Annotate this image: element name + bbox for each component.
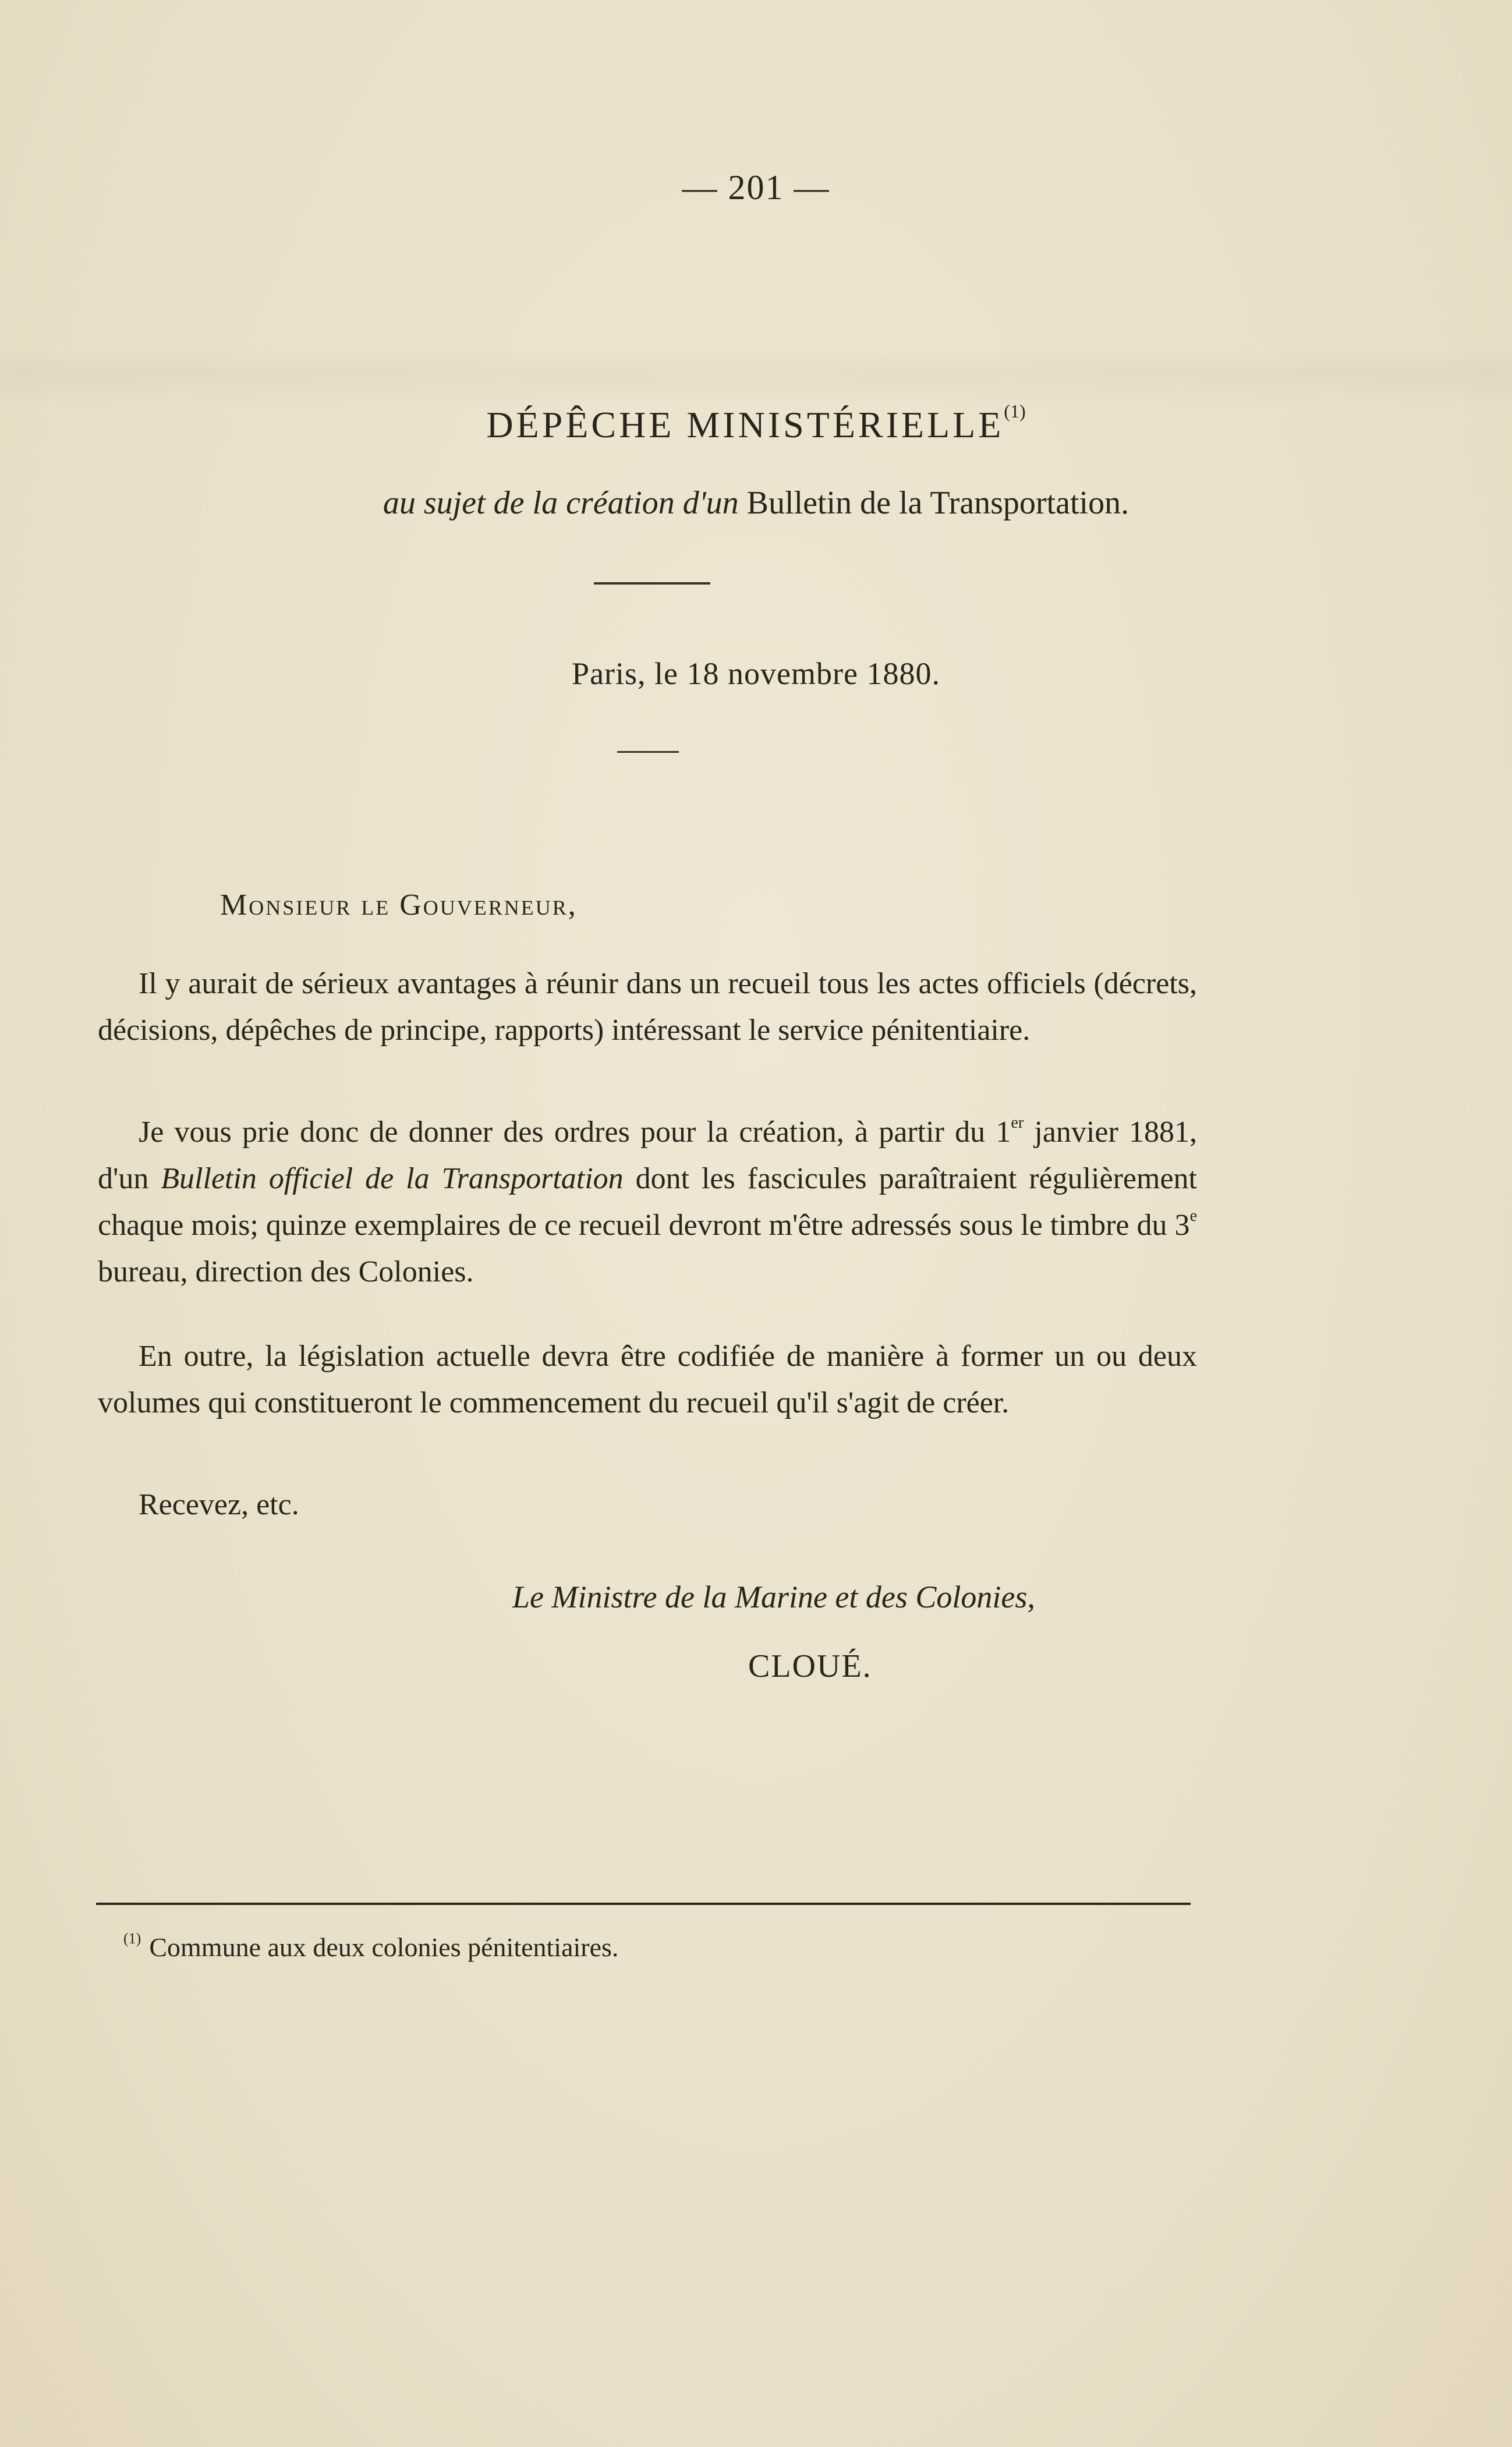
- footnote: [123, 1930, 618, 1963]
- subtitle-roman: Bulletin de la Transportation.: [746, 485, 1129, 521]
- paragraph-3: [98, 1333, 1197, 1426]
- title-footnote-mark: (1): [1004, 401, 1026, 422]
- signatory-name: CLOUÉ.: [748, 1648, 872, 1684]
- paragraph-3-text: En outre, la législation actuelle devra être codifiée de manière à former un ou deux volumes qui constitueront le commencement du recueil qu'il s'agit de créer.: [98, 1340, 1197, 1419]
- p2-part-c: dont les fascicules paraîtraient régulièrement chaque mois; quinze exemplaires de ce recueil devront m'être adressés sous le timbre du 3: [98, 1162, 1197, 1242]
- paragraph-1: [98, 961, 1197, 1054]
- closing-formula: Recevez, etc.: [139, 1488, 299, 1521]
- document-title: [0, 401, 1512, 447]
- p2-superscript: er: [1011, 1114, 1024, 1132]
- footnote-text: Commune aux deux colonies pénitentiaires.: [149, 1932, 619, 1962]
- salutation-text: Monsieur le Gouverneur,: [220, 888, 578, 922]
- p2-part-a: Je vous prie donc de donner des ordres pour la création, à partir du 1: [139, 1116, 1011, 1149]
- p2-bulletin-title: Bulletin officiel de la Transportation: [161, 1162, 624, 1195]
- paragraph-1-text: Il y aurait de sérieux avantages à réunir dans un recueil tous les actes officiels (décrets, décisions, dépêches de principe, rapports) intéressant le service pénitentiaire.: [98, 967, 1197, 1047]
- dateline: Paris, le 18 novembre 1880.: [572, 656, 940, 691]
- footnote-rule: [96, 1903, 1191, 1905]
- paragraph-4: [98, 1482, 1197, 1528]
- p2-part-d: bureau, direction des Colonies.: [98, 1255, 474, 1288]
- paragraph-2-text: [98, 1109, 1197, 1295]
- p2-part-b: janvier 1881, d'un: [98, 1116, 1197, 1195]
- salutation: [220, 888, 578, 922]
- title-text: DÉPÊCHE MINISTÉRIELLE: [486, 404, 1004, 445]
- page-number: — 201 —: [682, 168, 830, 207]
- subtitle-italic: au sujet de la création d'un: [383, 485, 739, 521]
- footnote-mark: (1): [123, 1930, 141, 1947]
- date-divider: [617, 751, 679, 753]
- paragraph-2: [98, 1109, 1197, 1295]
- p2-superscript-2: e: [1189, 1207, 1197, 1225]
- title-divider: [594, 582, 710, 585]
- signatory-office: Le Ministre de la Marine et des Colonies,: [512, 1580, 1035, 1614]
- document-subtitle: [0, 484, 1512, 522]
